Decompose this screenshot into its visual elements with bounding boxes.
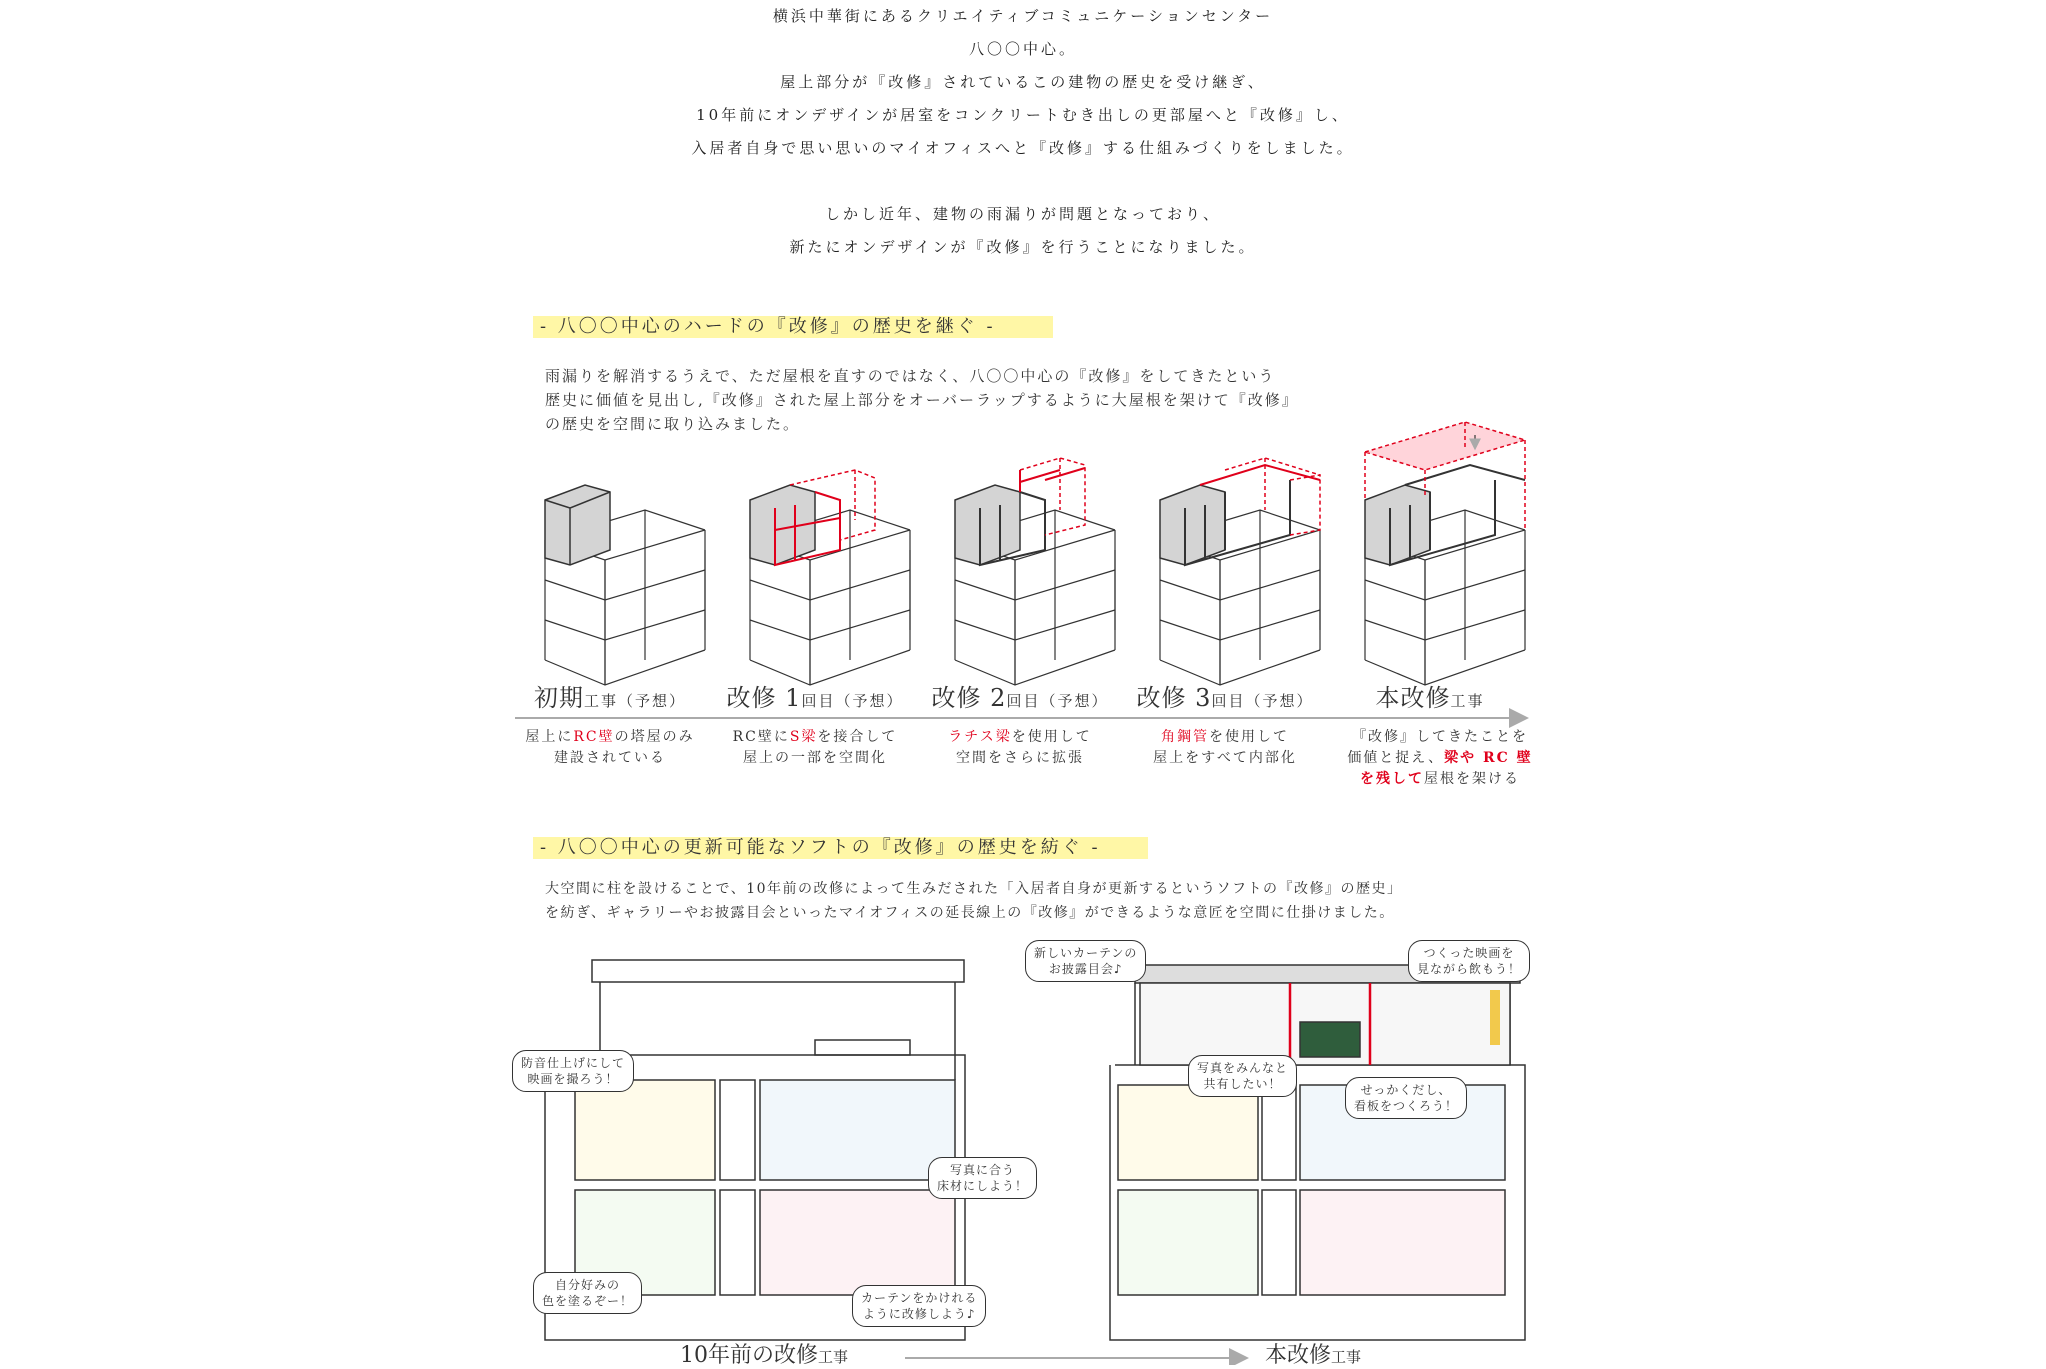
stage-small: 回目（予想） (801, 692, 904, 710)
label-big: 本改修 (1265, 1343, 1332, 1368)
stage-label-3 (1130, 678, 1320, 713)
stage-big: 初期 (533, 684, 584, 712)
bubble-line: せっかくだし、 (1360, 1083, 1452, 1097)
bubble-line: 防音仕上げにして (521, 1056, 626, 1070)
caption-text: を使用して (1209, 729, 1289, 745)
label-10-years-ago (680, 1338, 848, 1369)
caption-text: 空間をさらに拡張 (956, 750, 1084, 766)
caption-1 (715, 727, 915, 769)
caption-text: を接合して (817, 729, 898, 745)
speech-bubble (1025, 940, 1146, 982)
stage3-diagram (955, 458, 1115, 685)
bubble-line: 共有したい！ (1203, 1077, 1282, 1091)
para-line: を紡ぎ、ギャラリーやお披露目会といったマイオフィスの延長線上の『改修』ができるような意匠を空間に仕掛けました。 (545, 905, 1395, 921)
speech-bubble (512, 1050, 634, 1092)
intro-line: 八〇〇中心。 (968, 40, 1077, 58)
bubble-line: カーテンをかけれる (861, 1291, 978, 1305)
stage-small: 工事（予想） (583, 692, 686, 710)
caption-text: 『改修』してきたことを (1352, 729, 1528, 745)
para-line: 歴史に価値を見出し,『改修』された屋上部分をオーバーラップするように大屋根を架けて『改修』 (545, 391, 1299, 409)
stage5-diagram (1365, 422, 1525, 685)
intro-line: 新たにオンデザインが『改修』を行うことになりました。 (789, 238, 1257, 256)
stage2-diagram (750, 470, 910, 685)
para-line: 大空間に柱を設けることで、10年前の改修によって生みだされた「入居者自身が更新するというソフトの『改修』の歴史」 (545, 881, 1403, 897)
caption-red: ラチス梁 (948, 729, 1012, 745)
intro-line: 屋上部分が『改修』されているこの建物の歴史を受け継ぎ、 (780, 73, 1266, 91)
stage-small: 回目（予想） (1006, 692, 1109, 710)
label-big: 10年前の改修 (680, 1343, 818, 1368)
caption-text: 屋根を架ける (1424, 771, 1520, 787)
speech-bubble (533, 1272, 642, 1314)
caption-red: 梁や RC 壁 (1444, 750, 1533, 766)
section1-title: - 八〇〇中心のハードの『改修』の歴史を継ぐ - (540, 316, 996, 337)
intro-line: 入居者自身で思い思いのマイオフィスへと『改修』する仕組みづくりをしました。 (691, 139, 1355, 157)
stage-label-2 (925, 678, 1115, 713)
stage-big: 改修 2 (931, 684, 1007, 712)
speech-bubble (1188, 1055, 1297, 1097)
stage-label-initial (515, 678, 705, 713)
caption-initial (510, 727, 710, 769)
caption-text: RC壁に (732, 729, 790, 745)
bubble-line: ように改修しよう♪ (862, 1307, 976, 1321)
speech-bubble (852, 1285, 986, 1327)
caption-text: 価値と捉え、 (1347, 750, 1445, 766)
caption-red: を残して (1360, 771, 1424, 787)
bubble-line: お披露目会♪ (1048, 962, 1123, 976)
stage-small: 工事 (1450, 692, 1485, 710)
stage-label-1 (720, 678, 910, 713)
bubble-line: つくった映画を (1423, 946, 1515, 960)
right-section-drawing (1110, 965, 1525, 1340)
intro-line: しかし近年、建物の雨漏りが問題となっており、 (824, 205, 1221, 223)
caption-3 (1125, 727, 1325, 769)
intro-line: 横浜中華街にあるクリエイティブコミュニケーションセンター (772, 7, 1274, 25)
speech-bubble (1408, 940, 1530, 982)
intro-line: 10年前にオンデザインが居室をコンクリートむき出しの更部屋へと『改修』し、 (696, 106, 1350, 124)
para-line: 雨漏りを解消するうえで、ただ屋根を直すのではなく、八〇〇中心の『改修』をしてきたという (545, 367, 1276, 385)
stage4-diagram (1160, 458, 1320, 685)
bubble-line: 新しいカーテンの (1034, 946, 1138, 960)
caption-text: 屋上をすべて内部化 (1153, 750, 1297, 766)
caption-red: S梁 (789, 729, 818, 745)
bubble-line: 色を塗るぞー！ (542, 1294, 634, 1308)
speech-bubble (1345, 1077, 1467, 1119)
caption-text: 屋上に (525, 729, 574, 745)
caption-text: を使用して (1011, 729, 1092, 745)
section2-title: - 八〇〇中心の更新可能なソフトの『改修』の歴史を紡ぐ - (540, 837, 1101, 858)
speech-bubble (928, 1157, 1037, 1199)
stage-big: 改修 1 (726, 684, 802, 712)
stage-big: 本改修 (1375, 684, 1451, 712)
bubble-line: 床材にしよう！ (937, 1179, 1029, 1193)
stage1-diagram (545, 485, 705, 685)
caption-text: 建設されている (554, 750, 666, 766)
stage-big: 改修 3 (1136, 684, 1212, 712)
stage-small: 回目（予想） (1211, 692, 1314, 710)
caption-red: 角鋼管 (1161, 729, 1209, 745)
bubble-line: 見ながら飲もう！ (1417, 962, 1522, 976)
bubble-line: 自分好みの (555, 1278, 621, 1292)
label-small: 工事 (1331, 1348, 1362, 1366)
bubble-line: 写真をみんなと (1197, 1061, 1289, 1075)
label-small: 工事 (818, 1348, 849, 1366)
caption-final (1330, 727, 1550, 790)
label-current (1265, 1338, 1361, 1369)
caption-red: RC壁 (573, 729, 615, 745)
caption-2 (920, 727, 1120, 769)
caption-text: の塔屋のみ (614, 729, 695, 745)
para-line: の歴史を空間に取り込みました。 (545, 415, 801, 433)
bubble-line: 看板をつくろう！ (1354, 1099, 1459, 1113)
section2-paragraph (545, 877, 1403, 925)
bubble-line: 映画を撮ろう！ (527, 1072, 619, 1086)
stage-label-final (1335, 678, 1525, 713)
bubble-line: 写真に合う (950, 1163, 1016, 1177)
caption-text: 屋上の一部を空間化 (743, 750, 887, 766)
